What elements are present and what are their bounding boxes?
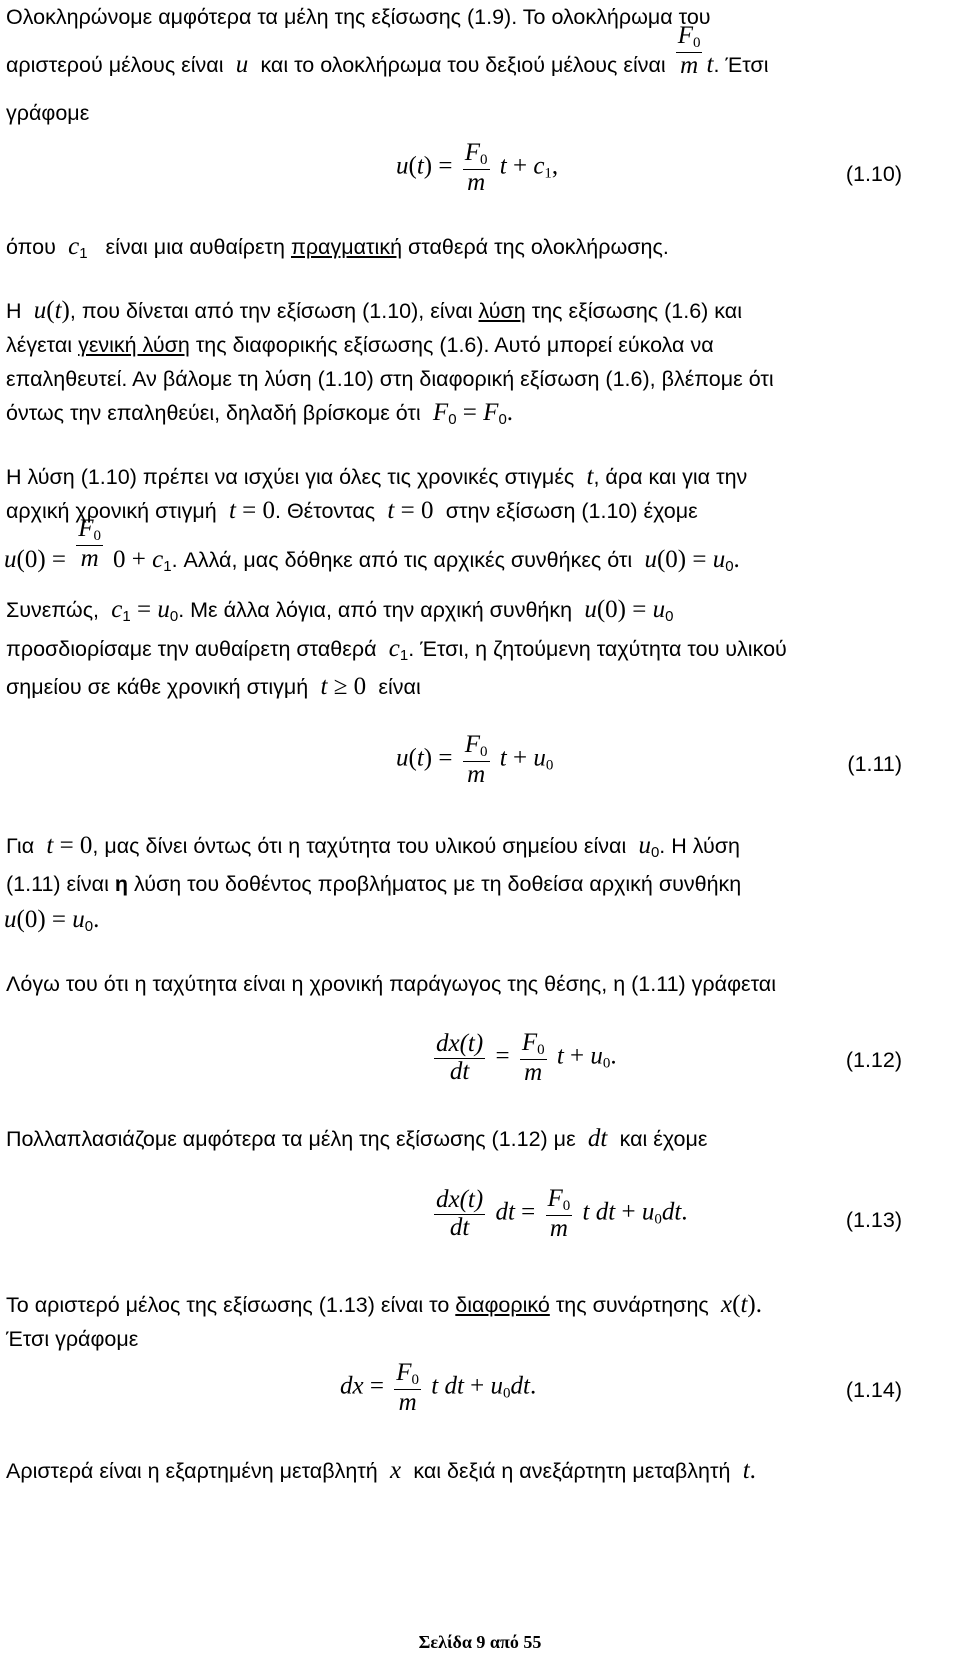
- text-line: Πολλαπλασιάζομε αμφότερα τα μέλη της εξίσωσης (1.12) με dt και έχομε: [6, 1125, 708, 1152]
- text: . Αλλά, μας δόθηκε από τις αρχικές συνθήκες ότι: [171, 548, 633, 572]
- text-bold: η: [114, 872, 128, 896]
- text: σταθερά της ολοκλήρωσης.: [408, 235, 669, 259]
- text: . Με άλλα λόγια, από την αρχική συνθήκη: [178, 598, 573, 622]
- text-line: Για t = 0, μας δίνει όντως ότι η ταχύτητα του υλικού σημείου είναι $u_0$. Η λύση: [6, 832, 740, 861]
- text: , που δίνεται από την εξίσωση (1.10), είναι: [69, 299, 473, 323]
- text-line: [6, 869, 741, 899]
- text: σημείου σε κάθε χρονική στιγμή: [6, 675, 309, 699]
- text-line: όπου $c_1$ είναι μια αυθαίρετη πραγματική σταθερά της ολοκλήρωσης.: [6, 233, 669, 262]
- text: Έτσι γράφομε: [6, 1327, 139, 1351]
- text-line: προσδιορίσαμε την αυθαίρετη σταθερά $c_1$. Έτσι, η ζητούμενη ταχύτητα του υλικού: [6, 635, 787, 664]
- equation-number: (1.11): [847, 752, 902, 776]
- text-line: Η u(t), που δίνεται από την εξίσωση (1.10), είναι λύση της εξίσωσης (1.6) και: [6, 297, 742, 324]
- text: και έχομε: [619, 1127, 708, 1151]
- text-line: u(0) = $\frac{F_0}{m}$ $0 + c_1$. Αλλά, μας δόθηκε από τις αρχικές συνθήκες ότι $u(0) = u_0$.: [4, 515, 740, 575]
- equation-number: (1.10): [845, 162, 902, 186]
- text-line: Η λύση (1.10) πρέπει να ισχύει για όλες τις χρονικές στιγμές t, άρα και για την: [6, 463, 748, 490]
- text-line: Το αριστερό μέλος της εξίσωσης (1.13) είναι το διαφορικό της συνάρτησης x(t).: [6, 1291, 762, 1318]
- equation-1-11: u(t) = $\frac{F_0}{m}$ $t + u_0$: [396, 731, 554, 788]
- text-line: [6, 1324, 138, 1354]
- text: . Έτσι, η ζητούμενη ταχύτητα του υλικού: [408, 637, 787, 661]
- text: όντως την επαληθεύει, δηλαδή βρίσκομε ότι: [6, 401, 421, 425]
- text: Λόγω του ότι η ταχύτητα είναι η χρονική παράγωγος της θέσης, η (1.11) γράφεται: [6, 972, 777, 996]
- text: (1.11) είναι: [6, 872, 109, 896]
- text: Η λύση (1.10) πρέπει να ισχύει για όλες τις χρονικές στιγμές: [6, 465, 575, 489]
- text: προσδιορίσαμε την αυθαίρετη σταθερά: [6, 637, 377, 661]
- text: της εξίσωσης (1.6) και: [531, 299, 742, 323]
- text-line: [6, 364, 774, 394]
- text-line: [6, 330, 714, 360]
- text-line: [6, 98, 89, 128]
- equation-number: (1.13): [845, 1208, 902, 1232]
- text-line: Αριστερά είναι η εξαρτημένη μεταβλητή x και δεξιά η ανεξάρτητη μεταβλητή t.: [6, 1457, 756, 1484]
- equation-1-10: u(t) = $\frac{F_0}{m}$ $t + c_1$,: [396, 139, 559, 196]
- text-line: όντως την επαληθεύει, δηλαδή βρίσκομε ότι $F_0 = F_0$.: [6, 399, 514, 428]
- equation-1-12: $\frac{dx(t)}{dt}$ = $\frac{F_0}{m}$ $t + u_0$.: [436, 1029, 617, 1086]
- math-u: u: [229, 51, 255, 78]
- text: και δεξιά η ανεξάρτητη μεταβλητή: [413, 1459, 731, 1483]
- text: είναι: [378, 675, 421, 699]
- link-pragmatiki[interactable]: πραγματική: [290, 235, 403, 259]
- text-line: $u(0) = u_0$.: [4, 906, 100, 935]
- link-diaforiko[interactable]: διαφορικό: [455, 1293, 550, 1317]
- text: Η: [6, 299, 22, 323]
- text: αριστερού μέλους είναι: [6, 53, 224, 77]
- text: λέγεται: [6, 333, 73, 357]
- text: Ολοκληρώνομε αμφότερα τα μέλη της εξίσωσης (1.9). Το ολοκλήρωμα του: [6, 5, 711, 29]
- text: γράφομε: [6, 101, 90, 125]
- equation-number: (1.12): [845, 1048, 902, 1072]
- text: Πολλαπλασιάζομε αμφότερα τα μέλη της εξίσωσης (1.12) με: [6, 1127, 576, 1151]
- text: της συνάρτησης: [555, 1293, 709, 1317]
- equation-1-13: $\frac{dx(t)}{dt}$ dt = $\frac{F_0}{m}$ t dt + $u_0dt$.: [436, 1185, 688, 1242]
- text: , άρα και για την: [593, 465, 748, 489]
- text: . Θέτοντας: [275, 499, 376, 523]
- text-line: [6, 2, 711, 32]
- text: και το ολοκλήρωμα του δεξιού μέλους είναι: [260, 53, 666, 77]
- text-line: σημείου σε κάθε χρονική στιγμή t ≥ 0 είναι: [6, 673, 421, 700]
- text: αρχική χρονική στιγμή: [6, 499, 217, 523]
- link-lysi[interactable]: λύση: [478, 299, 526, 323]
- link-geniki-lysi[interactable]: γενική λύση: [78, 333, 190, 357]
- text: Για: [6, 834, 35, 858]
- text-line: αριστερού μέλους είναι u και το ολοκλήρωμα του δεξιού μέλους είναι $\frac{F_0}{m}$ t. Έτσι: [6, 22, 769, 80]
- text: Αριστερά είναι η εξαρτημένη μεταβλητή: [6, 1459, 378, 1483]
- text: Το αριστερό μέλος της εξίσωσης (1.13) είναι το: [6, 1293, 450, 1317]
- text: στην εξίσωση (1.10) έχομε: [445, 499, 698, 523]
- page-footer: Σελίδα 9 από 55: [418, 1632, 542, 1652]
- equation-number: (1.14): [845, 1378, 902, 1402]
- text: επαληθευτεί. Αν βάλομε τη λύση (1.10) στη διαφορική εξίσωση (1.6), βλέπομε ότι: [6, 367, 774, 391]
- text: της διαφορικής εξίσωσης (1.6). Αυτό μπορεί εύκολα να: [195, 333, 714, 357]
- text: . Έτσι: [713, 53, 769, 77]
- fraction-f0-over-m: $\frac{F_0}{m}$: [677, 22, 701, 80]
- text: . Η λύση: [659, 834, 740, 858]
- text: Συνεπώς,: [6, 598, 100, 622]
- text: λύση του δοθέντος προβλήματος με τη δοθείσα αρχική συνθήκη: [133, 872, 742, 896]
- text-line: Συνεπώς, $c_1 = u_0$. Με άλλα λόγια, από την αρχική συνθήκη $u(0) = u_0$: [6, 596, 674, 625]
- text: είναι μια αυθαίρετη: [105, 235, 285, 259]
- equation-1-14: dx = $\frac{F_0}{m}$ t dt + $u_0dt$.: [340, 1359, 537, 1416]
- text-line: [6, 969, 776, 999]
- text-line: αρχική χρονική στιγμή t = 0. Θέτοντας t = 0 στην εξίσωση (1.10) έχομε: [6, 497, 698, 524]
- text: , μας δίνει όντως ότι η ταχύτητα του υλικού σημείου είναι: [92, 834, 627, 858]
- text: όπου: [6, 235, 56, 259]
